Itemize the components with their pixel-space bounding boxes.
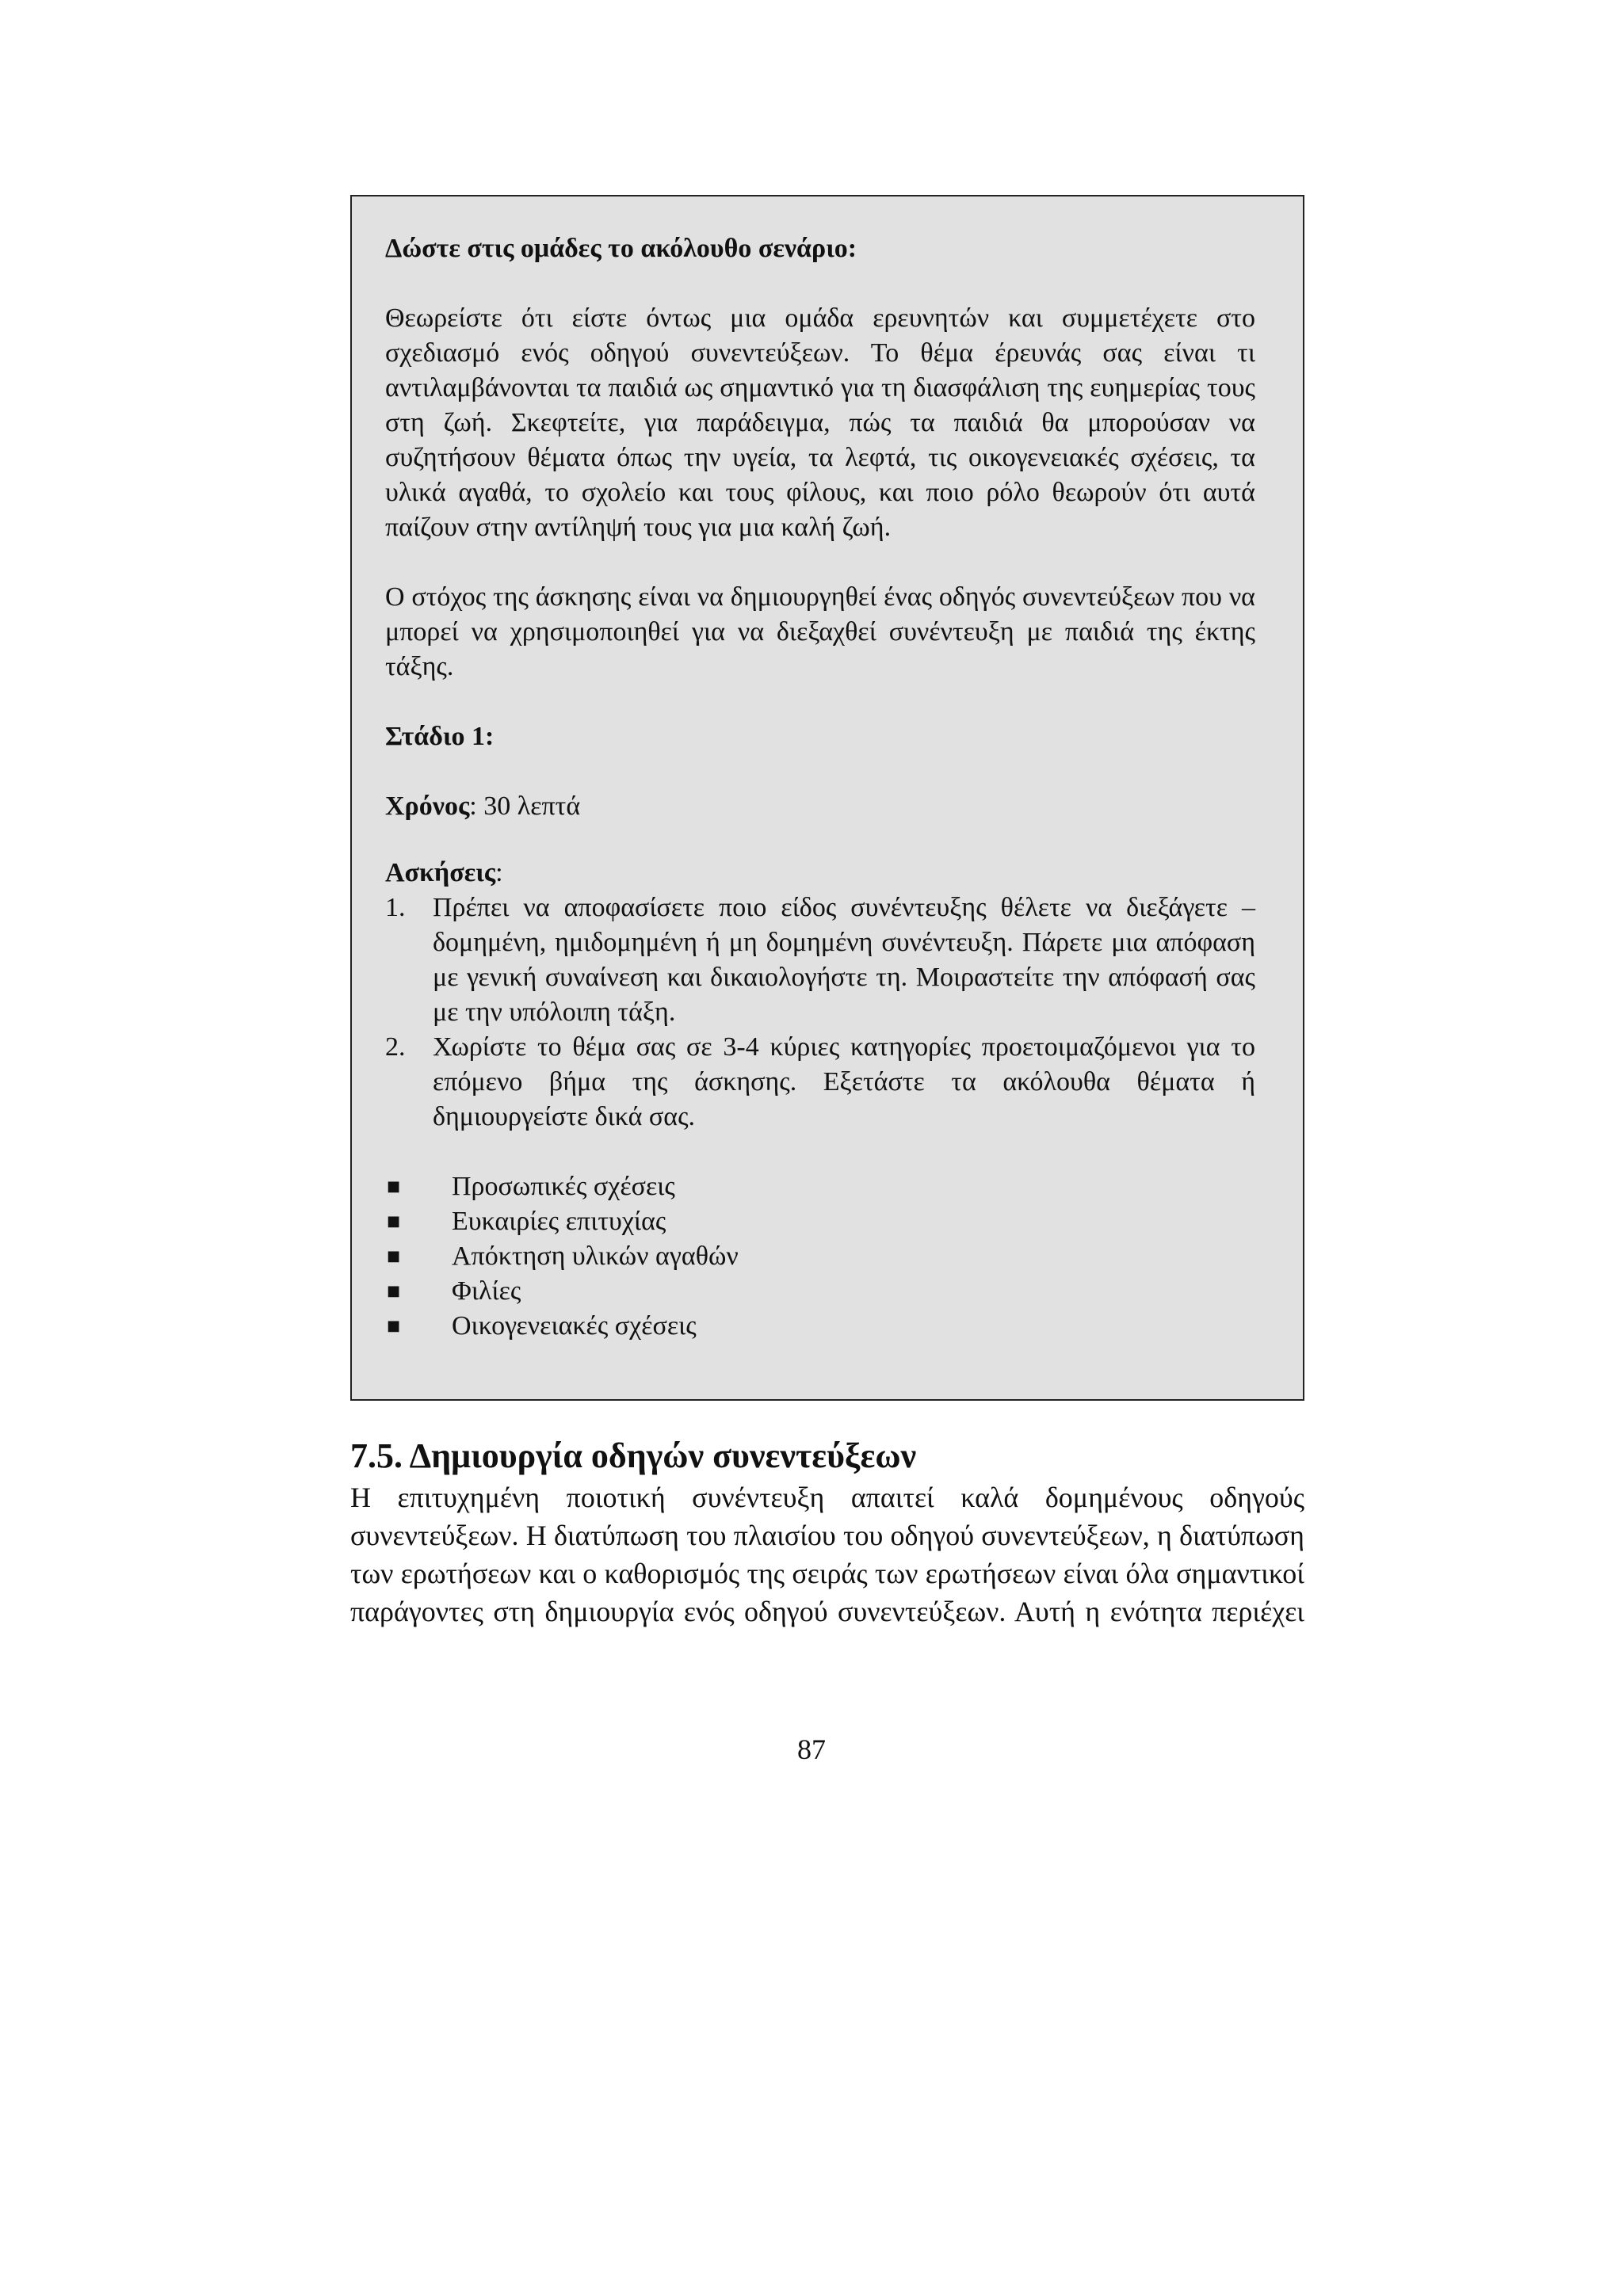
- exercises-heading: [385, 856, 1255, 891]
- exercise-item: [385, 891, 1255, 1030]
- topic-list: [385, 1169, 1255, 1344]
- exercise-number: 1.: [385, 893, 406, 922]
- time-label: Χρόνος: [385, 791, 470, 821]
- time-line: [385, 789, 1255, 824]
- section-body: Η επιτυχημένη ποιοτική συνέντευξη απαιτεί καλά δομημένους οδηγούς συνεντεύξεων. Η διατύπωση του πλαισίου του οδηγού συνεντεύξεων, η διατύπωση των ερωτήσεων και ο καθορισμός της σειράς των ερωτήσεων είναι όλα σημαντικοί παράγοντες στη δημιουργία ενός οδηγού συνεντεύξεων. Αυτή η ενότητα περιέχει: [350, 1482, 1304, 1627]
- scenario-box: [350, 195, 1304, 1401]
- topic-item: [385, 1239, 1255, 1274]
- time-value: : 30 λεπτά: [469, 791, 581, 821]
- scenario-paragraph: Θεωρείστε ότι είστε όντως μια ομάδα ερευνητών και συμμετέχετε στο σχεδιασμό ενός οδηγού συνεντεύξεων. Το θέμα έρευνάς σας είναι τι αντιλαμβάνονται τα παιδιά ως σημαντικό για τη διασφάλιση της ευημερίας τους στη ζωή. Σκεφτείτε, για παράδειγμα, πώς τα παιδιά θα μπορούσαν να συζητήσουν θέματα όπως την υγεία, τα λεφτά, τις οικογενειακές σχέσεις, τα υλικά αγαθά, το σχολείο και τους φίλους, και ποιο ρόλο θεωρούν ότι αυτά παίζουν στην αντίληψή τους για μια καλή ζωή.: [385, 303, 1255, 542]
- exercise-number: 2.: [385, 1032, 406, 1062]
- scenario-title: Δώστε στις ομάδες το ακόλουθο σενάριο:: [385, 234, 857, 263]
- bullet-square-icon: ■: [387, 1248, 401, 1264]
- topic-label: Οικογενειακές σχέσεις: [452, 1311, 697, 1341]
- exercise-text: Πρέπει να αποφασίσετε ποιο είδος συνέντευξης θέλετε να διεξάγετε – δομημένη, ημιδομημένη ή μη δομημένη συνέντευξη. Πάρετε μια απόφαση με γενική συναίνεση και δικαιολογήστε τη. Μοιραστείτε την απόφασή σας με την υπόλοιπη τάξη.: [433, 893, 1255, 1027]
- stage-label: Στάδιο 1:: [385, 722, 495, 751]
- topic-label: Προσωπικές σχέσεις: [452, 1172, 675, 1201]
- topic-item: [385, 1309, 1255, 1344]
- exercise-item: [385, 1030, 1255, 1135]
- exercise-list: [385, 891, 1255, 1135]
- exercises-colon: :: [495, 858, 503, 887]
- bullet-square-icon: ■: [387, 1283, 401, 1299]
- topic-label: Φιλίες: [452, 1276, 521, 1306]
- bullet-square-icon: ■: [387, 1318, 401, 1334]
- topic-item: [385, 1204, 1255, 1239]
- exercise-text: Χωρίστε το θέμα σας σε 3-4 κύριες κατηγορίες προετοιμαζόμενοι για το επόμενο βήμα της άσκησης. Εξετάστε τα ακόλουθα θέματα ή δημιουργείστε δικά σας.: [433, 1032, 1255, 1131]
- section-heading: 7.5. Δημιουργία οδηγών συνεντεύξεων: [350, 1436, 917, 1475]
- exercises-label: Ασκήσεις: [385, 858, 496, 887]
- topic-label: Απόκτηση υλικών αγαθών: [452, 1241, 739, 1271]
- page-number: 87: [797, 1733, 826, 1765]
- topic-item: [385, 1274, 1255, 1309]
- bullet-square-icon: ■: [387, 1178, 401, 1195]
- topic-label: Ευκαιρίες επιτυχίας: [452, 1207, 666, 1236]
- topic-item: [385, 1169, 1255, 1204]
- bullet-square-icon: ■: [387, 1213, 401, 1230]
- exercise-goal-paragraph: Ο στόχος της άσκησης είναι να δημιουργηθεί ένας οδηγός συνεντεύξεων που να μπορεί να χρησιμοποιηθεί για να διεξαχθεί συνέντευξη με παιδιά της έκτης τάξης.: [385, 582, 1255, 681]
